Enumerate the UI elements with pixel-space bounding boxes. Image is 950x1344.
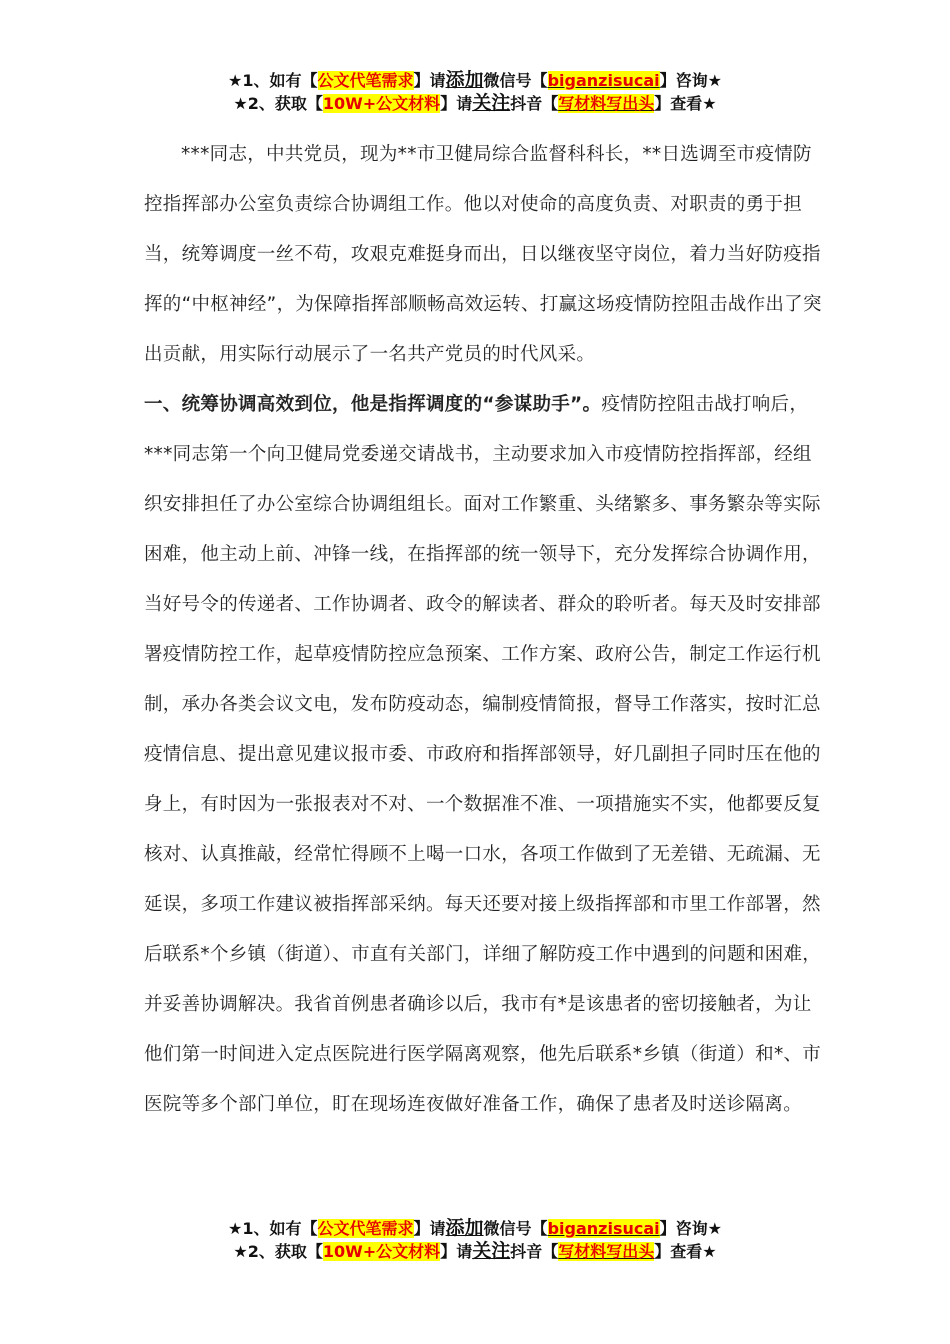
banner-text: 微信号【 [483,1219,548,1238]
wechat-id: biganzisucai [547,1219,660,1238]
banner-text: ★2、获取【 [233,1242,323,1261]
banner-text: 】请 [440,94,473,113]
douyin-account: 写材料写出头 [558,1242,655,1261]
paragraph-intro: ***同志，中共党员，现为**市卫健局综合监督科科长，**日选调至市疫情防控指挥部办公室负责综合协调组工作。他以对使命的高度负责、对职责的勇于担当，统筹调度一丝不苟，攻艰克难挺身而出，日以继夜坚守岗位，着力当好防疫指挥的“中枢神经”，为保障指挥部顺畅高效运转、打赢这场疫情防控阻击战作出了突出贡献，用实际行动展示了一名共产党员的时代风采。 [144,144,822,365]
banner-text: 抖音【 [510,94,559,113]
section-body: 疫情防控阻击战打响后，***同志第一个向卫健局党委递交请战书，主动要求加入市疫情防控指挥部，经组织安排担任了办公室综合协调组组长。面对工作繁重、头绪繁多、事务繁杂等实际困难，他主动上前、冲锋一线，在指挥部的统一领导下，充分发挥综合协调作用，当好号令的传递者、工作协调者、政令的解读者、群众的聆听者。每天及时安排部署疫情防控工作，起草疫情防控应急预案、工作方案、政府公告，制定工作运行机制，承办各类会议文电，发布防疫动态，编制疫情简报，督导工作落实，按时汇总疫情信息、提出意见建议报市委、市政府和指挥部领导，好几副担子同时压在他的身上，有时因为一张报表对不对、一个数据准不准、一项措施实不实，他都要反复核对、认真推敲，经常忙得顾不上喝一口水，各项工作做到了无差错、无疏漏、无延误，多项工作建议被指挥部采纳。每天还要对接上级指挥部和市里工作部署，然后联系*个乡镇（街道）、市直有关部门，详细了解防疫工作中遇到的问题和困难，并妥善协调解决。我省首例患者确诊以后，我市有*是该患者的密切接触者，为让他们第一时间进入定点医院进行医学隔离观察，他先后联系*乡镇（街道）和*、市医院等多个部门单位，盯在现场连夜做好准备工作，确保了患者及时送诊隔离。 [144,394,822,1115]
banner-text: ★1、如有【 [228,1219,318,1238]
banner-text: 】请 [413,1219,446,1238]
wechat-id: biganzisucai [547,71,660,90]
header-banner [0,69,950,115]
banner-line-2 [0,1240,950,1263]
emphasis-add: 添加 [445,1217,484,1239]
emphasis-follow: 关注 [472,92,511,114]
banner-line-1 [0,1217,950,1240]
banner-line-1 [0,69,950,92]
highlight-materials: 10W+公文材料 [322,94,441,113]
emphasis-follow: 关注 [472,1240,511,1262]
emphasis-add: 添加 [445,69,484,91]
banner-text: 】咨询★ [659,1219,722,1238]
banner-text: 抖音【 [510,1242,559,1261]
banner-text: 微信号【 [483,71,548,90]
banner-text: ★2、获取【 [233,94,323,113]
section-heading: 一、统筹协调高效到位，他是指挥调度的“参谋助手”。 [144,394,602,415]
banner-text: 】咨询★ [659,71,722,90]
banner-text: 】查看★ [654,1242,717,1261]
douyin-account: 写材料写出头 [558,94,655,113]
paragraph-section-1 [144,380,824,1130]
banner-text: 】请 [413,71,446,90]
footer-banner [0,1217,950,1263]
banner-text: 】请 [440,1242,473,1261]
banner-text: 】查看★ [654,94,717,113]
document-body [144,130,824,1130]
banner-text: ★1、如有【 [228,71,318,90]
highlight-service: 公文代笔需求 [317,1219,414,1238]
highlight-service: 公文代笔需求 [317,71,414,90]
highlight-materials: 10W+公文材料 [322,1242,441,1261]
banner-line-2 [0,92,950,115]
